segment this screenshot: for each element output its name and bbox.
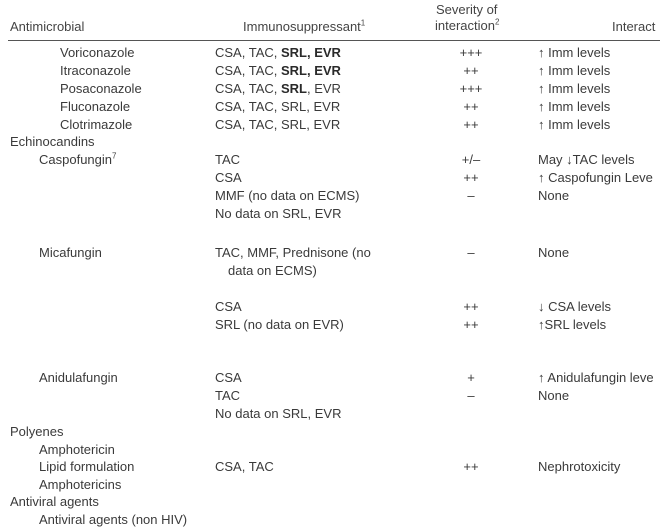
immunosuppressant-cell: CSA: [215, 299, 242, 314]
severity-cell: ++: [463, 117, 479, 132]
interaction-cell: ↑ Imm levels: [538, 117, 611, 132]
immunosuppressant-cell: CSA, TAC, SRL, EVR: [215, 99, 341, 114]
immunosuppressant-cell: CSA, TAC, SRL, EVR: [215, 117, 341, 132]
severity-cell: ++: [463, 459, 479, 474]
antimicrobial-cell: Micafungin: [39, 245, 102, 260]
interaction-cell: ↓ CSA levels: [538, 299, 611, 314]
antimicrobial-cell: Antiviral agents (non HIV): [39, 512, 188, 527]
interaction-cell: ↑ Imm levels: [538, 99, 611, 114]
immunosuppressant-cell: CSA: [215, 170, 242, 185]
antimicrobial-cell: Posaconazole: [60, 81, 142, 96]
col-header-immunosuppressant: Immunosuppressant$^1$: [243, 18, 366, 34]
severity-cell: –: [467, 245, 475, 260]
immunosuppressant-cell: TAC: [215, 388, 241, 403]
severity-cell: +++: [459, 81, 483, 96]
antimicrobial-cell: Itraconazole: [60, 63, 131, 78]
immunosuppressant-cell: CSA, TAC, SRL, EVR: [215, 63, 341, 78]
category-label: Polyenes: [10, 424, 64, 439]
interaction-cell: May ↓TAC levels: [538, 152, 635, 167]
severity-cell: +: [467, 370, 475, 385]
severity-cell: ++: [463, 170, 479, 185]
severity-cell: ++: [463, 99, 479, 114]
antimicrobial-cell: Voriconazole: [60, 45, 135, 60]
antimicrobial-cell: Caspofungin$^7$: [39, 151, 117, 167]
immunosuppressant-cell: No data on SRL, EVR: [215, 206, 342, 221]
immunosuppressant-cell: MMF (no data on ECMS): [215, 188, 360, 203]
immunosuppressant-cell: CSA, TAC: [215, 459, 274, 474]
antimicrobial-cell: Amphotericins: [39, 477, 122, 492]
interaction-cell: ↑ Imm levels: [538, 81, 611, 96]
category-label: Echinocandins: [10, 134, 95, 149]
severity-cell: ++: [463, 63, 479, 78]
severity-cell: –: [467, 388, 475, 403]
col-header-severity-line1: Severity of: [436, 2, 498, 17]
severity-cell: ++: [463, 317, 479, 332]
col-header-severity-line2: interaction$^2$: [435, 17, 500, 33]
immunosuppressant-cell: TAC: [215, 152, 241, 167]
immunosuppressant-cell: CSA: [215, 370, 242, 385]
antimicrobial-cell: Anidulafungin: [39, 370, 118, 385]
immunosuppressant-cell: SRL (no data on EVR): [215, 317, 344, 332]
interaction-cell: ↑SRL levels: [538, 317, 607, 332]
col-header-interaction: Interact: [612, 19, 656, 34]
col-header-antimicrobial: Antimicrobial: [10, 19, 85, 34]
severity-cell: ++: [463, 299, 479, 314]
interaction-cell: None: [538, 388, 570, 403]
category-label: Antiviral agents: [10, 494, 99, 509]
interaction-cell: ↑ Imm levels: [538, 63, 611, 78]
immunosuppressant-cell: CSA, TAC, SRL, EVR: [215, 45, 341, 60]
interaction-cell: ↑ Anidulafungin leve: [538, 370, 654, 385]
antimicrobial-cell: Lipid formulation: [39, 459, 135, 474]
interaction-cell: None: [538, 245, 570, 260]
severity-cell: +++: [459, 45, 483, 60]
antimicrobial-cell: Amphotericin: [39, 442, 115, 457]
immunosuppressant-cell: CSA, TAC, SRL, EVR: [215, 81, 341, 96]
header-rule: [8, 40, 660, 41]
immunosuppressant-cell: No data on SRL, EVR: [215, 406, 342, 421]
immunosuppressant-cell: data on ECMS): [228, 263, 317, 278]
interaction-cell: None: [538, 188, 570, 203]
interaction-cell: Nephrotoxicity: [538, 459, 621, 474]
antimicrobial-cell: Fluconazole: [60, 99, 131, 114]
severity-cell: +/–: [461, 152, 481, 167]
immunosuppressant-cell: TAC, MMF, Prednisone (no: [215, 245, 371, 260]
interaction-cell: ↑ Caspofungin Leve: [538, 170, 653, 185]
antimicrobial-cell: Clotrimazole: [60, 117, 133, 132]
severity-cell: –: [467, 188, 475, 203]
interaction-cell: ↑ Imm levels: [538, 45, 611, 60]
